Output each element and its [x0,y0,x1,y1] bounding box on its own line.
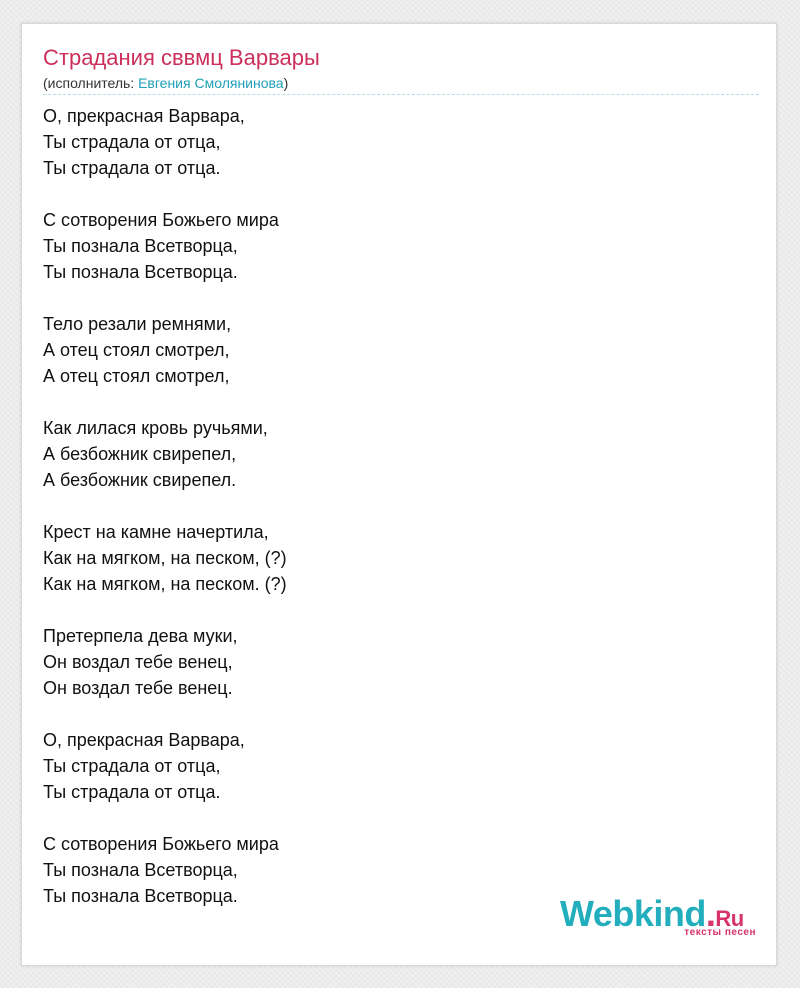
lyric-line: Ты познала Всетворца. [43,886,238,906]
lyric-line: Ты страдала от отца. [43,158,221,178]
lyric-line: Тело резали ремнями, [43,314,232,334]
lyric-line: Он воздал тебе венец, [43,652,233,672]
lyric-line: Ты страдала от отца, [43,756,221,776]
lyric-line: Ты страдала от отца. [43,782,221,802]
artist-line [43,74,288,92]
logo-tagline: тексты песен [684,927,756,938]
stanza [43,311,287,389]
stanza [43,519,287,597]
logo-tld: Ru [715,906,744,931]
lyric-line: Ты познала Всетворца. [43,262,238,282]
lyrics-text [43,103,287,935]
stanza [43,103,287,181]
artist-link[interactable]: Евгения Смолянинова [138,75,284,91]
lyric-line: Как на мягком, на песком. (?) [43,574,287,594]
lyric-line: Ты познала Всетворца, [43,860,238,880]
stanza [43,207,287,285]
artist-prefix: (исполнитель: [43,75,139,91]
logo-dot: . [705,893,716,934]
divider [43,94,759,95]
stanza [43,623,287,701]
lyric-line: А отец стоял смотрел, [43,340,230,360]
lyric-line: Как лилася кровь ручьями, [43,418,268,438]
lyric-line: Претерпела дева муки, [43,626,238,646]
lyric-line: О, прекрасная Варвара, [43,730,245,750]
logo-brand: Webkind [560,893,706,934]
artist-suffix: ) [283,75,289,91]
lyric-line: Ты страдала от отца, [43,132,221,152]
lyric-line: Он воздал тебе венец. [43,678,233,698]
lyric-line: Крест на камне начертила, [43,522,269,542]
lyric-line: О, прекрасная Варвара, [43,106,245,126]
lyric-line: С сотворения Божьего мира [43,834,279,854]
lyric-line: А отец стоял смотрел, [43,366,230,386]
lyric-line: С сотворения Божьего мира [43,210,279,230]
song-title: Страдания сввмц Варвары [43,45,320,70]
lyric-line: Ты познала Всетворца, [43,236,238,256]
webkind-logo[interactable] [560,895,760,941]
lyrics-card [21,23,777,966]
lyric-line: А безбожник свирепел. [43,470,237,490]
lyric-line: А безбожник свирепел, [43,444,237,464]
stanza [43,727,287,805]
stanza [43,415,287,493]
lyric-line: Как на мягком, на песком, (?) [43,548,287,568]
stanza [43,831,287,909]
